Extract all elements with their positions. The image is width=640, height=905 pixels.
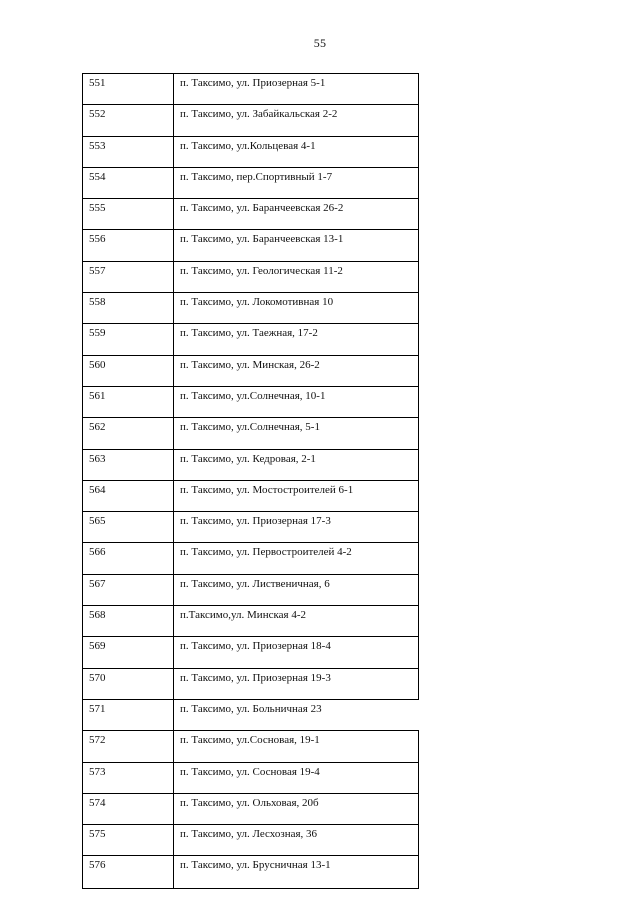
- row-number-cell: 551: [83, 74, 174, 105]
- address-cell: п. Таксимо, ул. Таежная, 17-2: [174, 324, 419, 355]
- address-cell: п. Таксимо, ул. Лиственичная, 6: [174, 574, 419, 605]
- address-cell: п. Таксимо, ул. Баранчеевская 13-1: [174, 230, 419, 261]
- table-row: [83, 793, 419, 824]
- table-row: [83, 606, 419, 637]
- table-row: [83, 574, 419, 605]
- address-table: [82, 73, 419, 889]
- row-number-cell: 554: [83, 167, 174, 198]
- row-number-cell: 559: [83, 324, 174, 355]
- address-cell: п. Таксимо, ул. Первостроителей 4-2: [174, 543, 419, 574]
- table-row: [83, 449, 419, 480]
- table-row: [83, 324, 419, 355]
- table-row: [83, 386, 419, 417]
- table-row: [83, 167, 419, 198]
- address-cell: п. Таксимо, ул. Геологическая 11-2: [174, 261, 419, 292]
- table-row: [83, 293, 419, 324]
- table-row: [83, 637, 419, 668]
- address-table-body: [83, 74, 419, 889]
- row-number-cell: 575: [83, 825, 174, 856]
- table-row: [83, 825, 419, 856]
- address-cell: п. Таксимо, ул. Баранчеевская 26-2: [174, 199, 419, 230]
- row-number-cell: 561: [83, 386, 174, 417]
- table-row: [83, 418, 419, 449]
- address-cell: п. Таксимо, ул. Минская, 26-2: [174, 355, 419, 386]
- address-cell: п. Таксимо, ул.Сосновая, 19-1: [174, 731, 419, 762]
- table-row: [83, 699, 419, 730]
- row-number-cell: 553: [83, 136, 174, 167]
- address-cell: п. Таксимо, ул. Приозерная 5-1: [174, 74, 419, 105]
- address-cell: п. Таксимо, ул. Кедровая, 2-1: [174, 449, 419, 480]
- row-number-cell: 571: [83, 699, 174, 730]
- row-number-cell: 573: [83, 762, 174, 793]
- row-number-cell: 563: [83, 449, 174, 480]
- table-row: [83, 480, 419, 511]
- table-row: [83, 668, 419, 699]
- table-row: [83, 230, 419, 261]
- row-number-cell: 568: [83, 606, 174, 637]
- address-cell: п. Таксимо, ул. Больничная 23: [174, 699, 419, 730]
- address-cell: п. Таксимо, ул. Мостостроителей 6-1: [174, 480, 419, 511]
- address-cell: п.Таксимо,ул. Минская 4-2: [174, 606, 419, 637]
- address-cell: п. Таксимо, ул. Приозерная 19-3: [174, 668, 419, 699]
- address-cell: п. Таксимо, ул. Приозерная 17-3: [174, 512, 419, 543]
- row-number-cell: 574: [83, 793, 174, 824]
- table-row: [83, 355, 419, 386]
- row-number-cell: 560: [83, 355, 174, 386]
- row-number-cell: 564: [83, 480, 174, 511]
- row-number-cell: 569: [83, 637, 174, 668]
- table-row: [83, 136, 419, 167]
- table-row: [83, 105, 419, 136]
- table-row: [83, 543, 419, 574]
- address-cell: п. Таксимо, пер.Спортивный 1-7: [174, 167, 419, 198]
- row-number-cell: 570: [83, 668, 174, 699]
- row-number-cell: 565: [83, 512, 174, 543]
- address-cell: п. Таксимо, ул. Приозерная 18-4: [174, 637, 419, 668]
- address-cell: п. Таксимо, ул. Ольховая, 20б: [174, 793, 419, 824]
- row-number-cell: 567: [83, 574, 174, 605]
- row-number-cell: 556: [83, 230, 174, 261]
- row-number-cell: 558: [83, 293, 174, 324]
- address-cell: п. Таксимо, ул. Брусничная 13-1: [174, 856, 419, 889]
- table-row: [83, 512, 419, 543]
- page-number: 55: [313, 36, 327, 50]
- row-number-cell: 562: [83, 418, 174, 449]
- table-row: [83, 261, 419, 292]
- address-cell: п. Таксимо, ул.Солнечная, 5-1: [174, 418, 419, 449]
- address-cell: п. Таксимо, ул. Лесхозная, 36: [174, 825, 419, 856]
- row-number-cell: 557: [83, 261, 174, 292]
- address-cell: п. Таксимо, ул.Солнечная, 10-1: [174, 386, 419, 417]
- table-row: [83, 856, 419, 889]
- row-number-cell: 555: [83, 199, 174, 230]
- row-number-cell: 552: [83, 105, 174, 136]
- row-number-cell: 572: [83, 731, 174, 762]
- table-row: [83, 74, 419, 105]
- address-cell: п. Таксимо, ул. Забайкальская 2-2: [174, 105, 419, 136]
- row-number-cell: 566: [83, 543, 174, 574]
- address-cell: п. Таксимо, ул.Кольцевая 4-1: [174, 136, 419, 167]
- address-cell: п. Таксимо, ул. Сосновая 19-4: [174, 762, 419, 793]
- row-number-cell: 576: [83, 856, 174, 889]
- address-cell: п. Таксимо, ул. Локомотивная 10: [174, 293, 419, 324]
- table-row: [83, 199, 419, 230]
- table-row: [83, 731, 419, 762]
- table-row: [83, 762, 419, 793]
